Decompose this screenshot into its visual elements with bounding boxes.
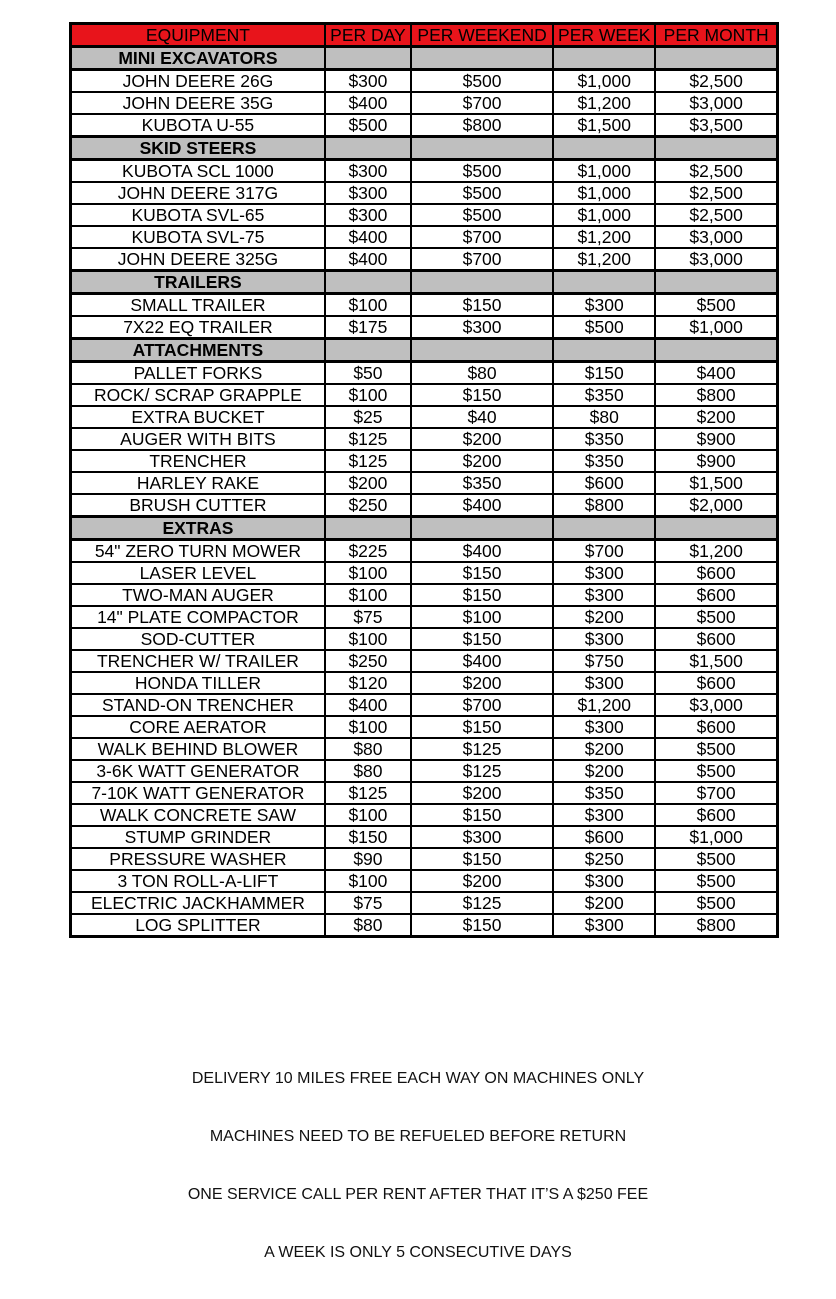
- per-weekend-cell: $150: [411, 584, 553, 606]
- per-weekend-cell: $200: [411, 450, 553, 472]
- per-day-cell: $250: [325, 650, 411, 672]
- per-day-cell: $250: [325, 494, 411, 517]
- per-weekend-cell: $40: [411, 406, 553, 428]
- per-weekend-cell: $150: [411, 384, 553, 406]
- per-day-cell: $400: [325, 226, 411, 248]
- per-week-cell: $1,200: [553, 248, 655, 271]
- per-weekend-cell: $300: [411, 826, 553, 848]
- equipment-cell: SMALL TRAILER: [71, 294, 325, 317]
- equipment-cell: TRENCHER: [71, 450, 325, 472]
- table-row: [71, 826, 778, 848]
- per-weekend-cell: $400: [411, 540, 553, 563]
- section-blank-cell: [325, 137, 411, 160]
- section-blank-cell: [325, 517, 411, 540]
- equipment-cell: WALK CONCRETE SAW: [71, 804, 325, 826]
- table-row: [71, 584, 778, 606]
- per-weekend-cell: $150: [411, 294, 553, 317]
- per-day-cell: $120: [325, 672, 411, 694]
- section-blank-cell: [411, 47, 553, 70]
- per-day-cell: $100: [325, 716, 411, 738]
- per-weekend-cell: $500: [411, 70, 553, 93]
- per-day-cell: $75: [325, 606, 411, 628]
- section-title: EXTRAS: [71, 517, 325, 540]
- equipment-cell: LOG SPLITTER: [71, 914, 325, 937]
- per-month-cell: $500: [655, 848, 777, 870]
- per-week-cell: $300: [553, 870, 655, 892]
- per-month-cell: $200: [655, 406, 777, 428]
- per-month-cell: $500: [655, 606, 777, 628]
- per-weekend-cell: $500: [411, 182, 553, 204]
- header-row: [71, 24, 778, 47]
- per-weekend-cell: $400: [411, 650, 553, 672]
- table-row: [71, 92, 778, 114]
- per-week-cell: $1,000: [553, 204, 655, 226]
- equipment-cell: ROCK/ SCRAP GRAPPLE: [71, 384, 325, 406]
- equipment-cell: WALK BEHIND BLOWER: [71, 738, 325, 760]
- per-week-cell: $1,200: [553, 694, 655, 716]
- per-month-cell: $600: [655, 804, 777, 826]
- section-blank-cell: [553, 339, 655, 362]
- table-row: [71, 760, 778, 782]
- per-month-cell: $2,500: [655, 182, 777, 204]
- per-week-cell: $800: [553, 494, 655, 517]
- per-month-cell: $2,500: [655, 70, 777, 93]
- per-weekend-cell: $800: [411, 114, 553, 137]
- section-title: SKID STEERS: [71, 137, 325, 160]
- section-blank-cell: [325, 47, 411, 70]
- per-weekend-cell: $125: [411, 738, 553, 760]
- per-week-cell: $300: [553, 716, 655, 738]
- section-blank-cell: [325, 271, 411, 294]
- equipment-cell: BRUSH CUTTER: [71, 494, 325, 517]
- table-row: [71, 384, 778, 406]
- per-week-cell: $1,000: [553, 160, 655, 183]
- table-row: [71, 316, 778, 339]
- per-day-cell: $100: [325, 584, 411, 606]
- per-week-cell: $600: [553, 826, 655, 848]
- per-week-cell: $1,200: [553, 92, 655, 114]
- per-week-cell: $1,000: [553, 70, 655, 93]
- per-weekend-cell: $700: [411, 226, 553, 248]
- header-equipment: EQUIPMENT: [71, 24, 325, 47]
- equipment-cell: LASER LEVEL: [71, 562, 325, 584]
- per-weekend-cell: $80: [411, 362, 553, 385]
- equipment-cell: KUBOTA SVL-65: [71, 204, 325, 226]
- per-day-cell: $50: [325, 362, 411, 385]
- per-weekend-cell: $125: [411, 760, 553, 782]
- section-title: ATTACHMENTS: [71, 339, 325, 362]
- per-week-cell: $600: [553, 472, 655, 494]
- per-weekend-cell: $100: [411, 606, 553, 628]
- per-weekend-cell: $700: [411, 694, 553, 716]
- per-day-cell: $400: [325, 92, 411, 114]
- table-header: [71, 24, 778, 47]
- section-blank-cell: [655, 271, 777, 294]
- table-row: [71, 694, 778, 716]
- per-weekend-cell: $700: [411, 248, 553, 271]
- table-row: [71, 428, 778, 450]
- note-week-definition: A WEEK IS ONLY 5 CONSECUTIVE DAYS: [264, 1244, 572, 1261]
- equipment-cell: HARLEY RAKE: [71, 472, 325, 494]
- equipment-cell: PALLET FORKS: [71, 362, 325, 385]
- table-row: [71, 472, 778, 494]
- per-weekend-cell: $150: [411, 628, 553, 650]
- equipment-cell: 14" PLATE COMPACTOR: [71, 606, 325, 628]
- section-blank-cell: [655, 47, 777, 70]
- per-weekend-cell: $200: [411, 672, 553, 694]
- per-day-cell: $80: [325, 760, 411, 782]
- per-weekend-cell: $125: [411, 892, 553, 914]
- table-row: [71, 114, 778, 137]
- per-month-cell: $600: [655, 562, 777, 584]
- per-weekend-cell: $150: [411, 562, 553, 584]
- per-month-cell: $600: [655, 628, 777, 650]
- per-day-cell: $200: [325, 472, 411, 494]
- table-row: [71, 226, 778, 248]
- per-weekend-cell: $350: [411, 472, 553, 494]
- per-month-cell: $1,000: [655, 826, 777, 848]
- per-day-cell: $100: [325, 628, 411, 650]
- per-month-cell: $400: [655, 362, 777, 385]
- per-day-cell: $25: [325, 406, 411, 428]
- per-week-cell: $300: [553, 294, 655, 317]
- table-row: [71, 160, 778, 183]
- per-week-cell: $200: [553, 760, 655, 782]
- per-month-cell: $500: [655, 870, 777, 892]
- note-delivery: DELIVERY 10 MILES FREE EACH WAY ON MACHINES ONLY: [191, 1070, 645, 1087]
- per-week-cell: $350: [553, 384, 655, 406]
- table-row: [71, 450, 778, 472]
- per-weekend-cell: $200: [411, 428, 553, 450]
- table-row: [71, 248, 778, 271]
- per-month-cell: $3,500: [655, 114, 777, 137]
- section-row: [71, 517, 778, 540]
- section-title: TRAILERS: [71, 271, 325, 294]
- table-row: [71, 628, 778, 650]
- equipment-cell: PRESSURE WASHER: [71, 848, 325, 870]
- equipment-cell: 7X22 EQ TRAILER: [71, 316, 325, 339]
- per-week-cell: $150: [553, 362, 655, 385]
- per-day-cell: $100: [325, 294, 411, 317]
- per-month-cell: $600: [655, 584, 777, 606]
- per-month-cell: $3,000: [655, 694, 777, 716]
- per-month-cell: $700: [655, 782, 777, 804]
- table-row: [71, 606, 778, 628]
- per-day-cell: $80: [325, 914, 411, 937]
- section-row: [71, 271, 778, 294]
- per-week-cell: $750: [553, 650, 655, 672]
- per-weekend-cell: $150: [411, 804, 553, 826]
- table-row: [71, 870, 778, 892]
- table-row: [71, 782, 778, 804]
- per-weekend-cell: $150: [411, 848, 553, 870]
- per-month-cell: $800: [655, 914, 777, 937]
- per-day-cell: $225: [325, 540, 411, 563]
- per-month-cell: $500: [655, 892, 777, 914]
- per-month-cell: $500: [655, 738, 777, 760]
- per-week-cell: $300: [553, 562, 655, 584]
- per-weekend-cell: $300: [411, 316, 553, 339]
- per-weekend-cell: $150: [411, 914, 553, 937]
- section-blank-cell: [325, 339, 411, 362]
- per-weekend-cell: $200: [411, 870, 553, 892]
- equipment-cell: TRENCHER W/ TRAILER: [71, 650, 325, 672]
- table-row: [71, 204, 778, 226]
- equipment-cell: KUBOTA U-55: [71, 114, 325, 137]
- equipment-cell: JOHN DEERE 317G: [71, 182, 325, 204]
- per-day-cell: $75: [325, 892, 411, 914]
- per-weekend-cell: $200: [411, 782, 553, 804]
- per-month-cell: $600: [655, 716, 777, 738]
- per-day-cell: $500: [325, 114, 411, 137]
- section-blank-cell: [655, 137, 777, 160]
- per-day-cell: $125: [325, 782, 411, 804]
- section-blank-cell: [655, 339, 777, 362]
- section-blank-cell: [411, 137, 553, 160]
- header-per-day: PER DAY: [325, 24, 411, 47]
- per-month-cell: $1,500: [655, 472, 777, 494]
- equipment-cell: JOHN DEERE 35G: [71, 92, 325, 114]
- per-week-cell: $350: [553, 428, 655, 450]
- per-week-cell: $250: [553, 848, 655, 870]
- per-month-cell: $3,000: [655, 226, 777, 248]
- per-week-cell: $700: [553, 540, 655, 563]
- equipment-cell: CORE AERATOR: [71, 716, 325, 738]
- section-blank-cell: [553, 47, 655, 70]
- equipment-cell: HONDA TILLER: [71, 672, 325, 694]
- per-day-cell: $400: [325, 248, 411, 271]
- per-month-cell: $600: [655, 672, 777, 694]
- per-weekend-cell: $150: [411, 716, 553, 738]
- equipment-cell: 7-10K WATT GENERATOR: [71, 782, 325, 804]
- section-row: [71, 339, 778, 362]
- per-day-cell: $100: [325, 870, 411, 892]
- per-month-cell: $1,500: [655, 650, 777, 672]
- per-month-cell: $900: [655, 450, 777, 472]
- rental-notes: [0, 1062, 836, 1294]
- per-week-cell: $300: [553, 584, 655, 606]
- table-row: [71, 650, 778, 672]
- table-row: [71, 70, 778, 93]
- per-month-cell: $1,000: [655, 316, 777, 339]
- table-row: [71, 182, 778, 204]
- per-week-cell: $500: [553, 316, 655, 339]
- per-weekend-cell: $500: [411, 160, 553, 183]
- per-week-cell: $300: [553, 914, 655, 937]
- table-row: [71, 914, 778, 937]
- per-month-cell: $500: [655, 760, 777, 782]
- per-day-cell: $150: [325, 826, 411, 848]
- per-weekend-cell: $400: [411, 494, 553, 517]
- per-day-cell: $80: [325, 738, 411, 760]
- section-blank-cell: [655, 517, 777, 540]
- per-month-cell: $1,200: [655, 540, 777, 563]
- section-blank-cell: [553, 517, 655, 540]
- per-month-cell: $3,000: [655, 248, 777, 271]
- per-day-cell: $300: [325, 70, 411, 93]
- per-week-cell: $200: [553, 606, 655, 628]
- section-blank-cell: [411, 517, 553, 540]
- per-week-cell: $300: [553, 804, 655, 826]
- section-row: [71, 47, 778, 70]
- equipment-cell: 3 TON ROLL-A-LIFT: [71, 870, 325, 892]
- table-body: [71, 47, 778, 937]
- per-month-cell: $900: [655, 428, 777, 450]
- table-row: [71, 494, 778, 517]
- per-month-cell: $500: [655, 294, 777, 317]
- per-day-cell: $90: [325, 848, 411, 870]
- table-row: [71, 738, 778, 760]
- per-week-cell: $1,000: [553, 182, 655, 204]
- rental-rate-table: [69, 22, 779, 938]
- per-week-cell: $80: [553, 406, 655, 428]
- per-week-cell: $300: [553, 672, 655, 694]
- header-per-weekend: PER WEEKEND: [411, 24, 553, 47]
- table-row: [71, 672, 778, 694]
- equipment-cell: KUBOTA SVL-75: [71, 226, 325, 248]
- per-month-cell: $2,500: [655, 204, 777, 226]
- per-day-cell: $100: [325, 804, 411, 826]
- table-row: [71, 716, 778, 738]
- per-week-cell: $350: [553, 782, 655, 804]
- per-week-cell: $200: [553, 892, 655, 914]
- per-weekend-cell: $500: [411, 204, 553, 226]
- section-blank-cell: [553, 137, 655, 160]
- table-row: [71, 892, 778, 914]
- equipment-cell: JOHN DEERE 325G: [71, 248, 325, 271]
- per-day-cell: $300: [325, 204, 411, 226]
- note-service-call: ONE SERVICE CALL PER RENT AFTER THAT IT’S A $250 FEE: [187, 1186, 649, 1203]
- section-blank-cell: [553, 271, 655, 294]
- section-row: [71, 137, 778, 160]
- equipment-cell: 54" ZERO TURN MOWER: [71, 540, 325, 563]
- equipment-cell: 3-6K WATT GENERATOR: [71, 760, 325, 782]
- equipment-cell: STAND-ON TRENCHER: [71, 694, 325, 716]
- per-day-cell: $175: [325, 316, 411, 339]
- table-row: [71, 362, 778, 385]
- header-per-month: PER MONTH: [655, 24, 777, 47]
- per-month-cell: $2,500: [655, 160, 777, 183]
- section-title: MINI EXCAVATORS: [71, 47, 325, 70]
- equipment-cell: SOD-CUTTER: [71, 628, 325, 650]
- equipment-cell: EXTRA BUCKET: [71, 406, 325, 428]
- table-row: [71, 294, 778, 317]
- per-week-cell: $300: [553, 628, 655, 650]
- equipment-cell: AUGER WITH BITS: [71, 428, 325, 450]
- table-row: [71, 562, 778, 584]
- per-week-cell: $1,500: [553, 114, 655, 137]
- section-blank-cell: [411, 271, 553, 294]
- per-month-cell: $800: [655, 384, 777, 406]
- table-row: [71, 406, 778, 428]
- per-day-cell: $100: [325, 562, 411, 584]
- per-day-cell: $100: [325, 384, 411, 406]
- per-day-cell: $125: [325, 450, 411, 472]
- equipment-cell: STUMP GRINDER: [71, 826, 325, 848]
- equipment-cell: ELECTRIC JACKHAMMER: [71, 892, 325, 914]
- per-week-cell: $1,200: [553, 226, 655, 248]
- per-day-cell: $400: [325, 694, 411, 716]
- per-week-cell: $350: [553, 450, 655, 472]
- per-week-cell: $200: [553, 738, 655, 760]
- table-row: [71, 804, 778, 826]
- per-month-cell: $2,000: [655, 494, 777, 517]
- per-month-cell: $3,000: [655, 92, 777, 114]
- header-per-week: PER WEEK: [553, 24, 655, 47]
- equipment-cell: TWO-MAN AUGER: [71, 584, 325, 606]
- equipment-cell: KUBOTA SCL 1000: [71, 160, 325, 183]
- table-row: [71, 540, 778, 563]
- equipment-cell: JOHN DEERE 26G: [71, 70, 325, 93]
- section-blank-cell: [411, 339, 553, 362]
- per-weekend-cell: $700: [411, 92, 553, 114]
- per-day-cell: $125: [325, 428, 411, 450]
- table-row: [71, 848, 778, 870]
- per-day-cell: $300: [325, 182, 411, 204]
- note-refuel: MACHINES NEED TO BE REFUELED BEFORE RETURN: [209, 1128, 627, 1145]
- per-day-cell: $300: [325, 160, 411, 183]
